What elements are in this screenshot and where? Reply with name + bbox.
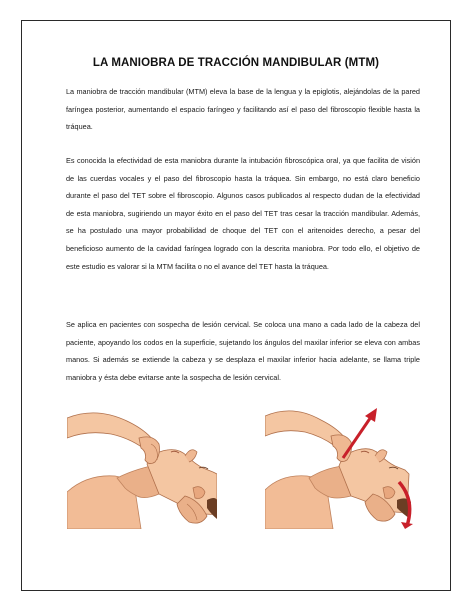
- document-page: [21, 20, 451, 591]
- jaw-thrust-icon: [67, 404, 217, 529]
- jaw-thrust-illustration: [67, 404, 217, 529]
- paragraph-3: Se aplica en pacientes con sospecha de lesión cervical. Se coloca una mano a cada lado de la cabeza del paciente, apoyando los codos en la superficie, sujetando los ángulos del maxilar inferior se eleva con ambas manos. Si además se extiende la cabeza y se desplaza el maxilar inferior hacia adelante, se llama triple maniobra y ésta debe evitarse ante la sospecha de lesión cervical.: [66, 320, 420, 382]
- head-tilt-jaw-thrust-illustration: [265, 404, 415, 529]
- document-title: LA MANIOBRA DE TRACCIÓN MANDIBULAR (MTM): [92, 57, 380, 69]
- head-tilt-jaw-thrust-icon: [265, 404, 415, 529]
- paragraph-1: La maniobra de tracción mandibular (MTM) eleva la base de la lengua y la epiglotis, alejándolas de la pared faríngea posterior, aumentando el espacio faríngeo y facilitando así el paso del fibroscopio flexible hasta la tráquea.: [66, 87, 420, 132]
- paragraph-2: Es conocida la efectividad de esta maniobra durante la intubación fibroscópica oral, ya que facilita de visión de las cuerdas vocales y el paso del fibroscopio hasta la tráquea. Sin embargo, no está claro beneficio durante el paso del TET sobre el fibroscopio. Algunos casos publicados al respecto dudan de la efectividad de esta maniobra, sugiriendo un mayor éxito en el paso del TET tras cesar la tracción mandibular. Además, se ha postulado una mayor probabilidad de choque del TET con el aritenoides derecho, a pesar del beneficioso aumento de la cavidad faríngea logrado con la descrita maniobra. Por todo ello, el objetivo de este estudio es valorar si la MTM facilita o no el avance del TET hasta la tráquea.: [66, 156, 420, 271]
